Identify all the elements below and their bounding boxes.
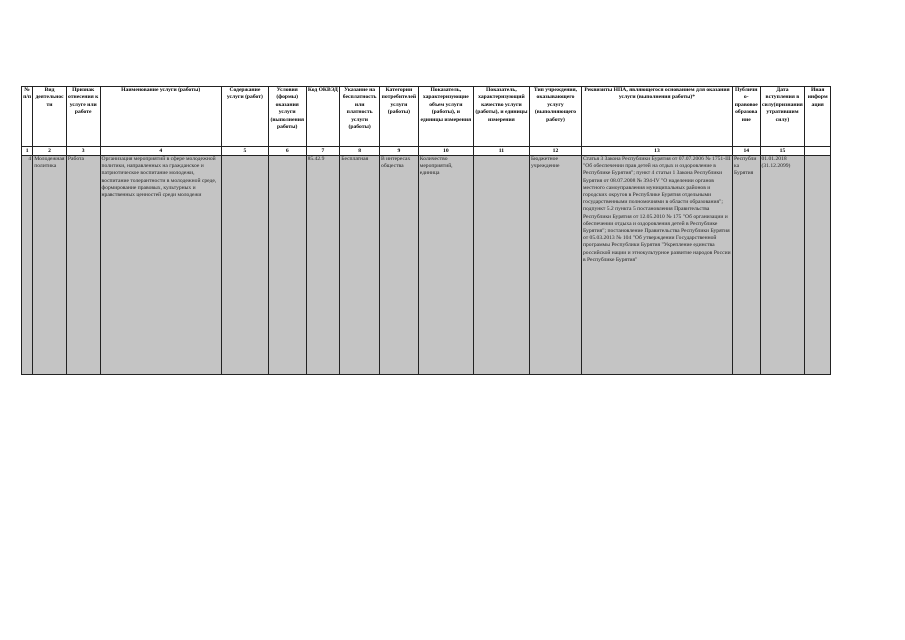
table-row [22, 156, 831, 375]
column-number [805, 147, 831, 156]
column-number: 7 [306, 147, 340, 156]
column-number: 6 [268, 147, 306, 156]
column-number: 3 [66, 147, 100, 156]
column-number-row [22, 147, 831, 156]
header-cell-volume: Показатель, характеризующие объем услуги (работы), и единицы измерения [418, 87, 473, 147]
cell-inst-type: Бюджетное учреждение [529, 156, 581, 375]
cell-npp: 4 [22, 156, 33, 375]
column-number: 13 [581, 147, 732, 156]
cell-quality [473, 156, 529, 375]
header-row [22, 87, 831, 147]
cell-consumers: В интересах общества [380, 156, 419, 375]
cell-entity: Республика Бурятия [732, 156, 760, 375]
header-cell-pay: Указание на бесплатность или платность услуги (работы) [340, 87, 380, 147]
header-cell-conditions: Условия (формы) оказания услуги (выполнения работы) [268, 87, 306, 147]
header-cell-inst-type: Тип учреждения, оказывающего услугу (выполняющего работу) [529, 87, 581, 147]
column-number: 11 [473, 147, 529, 156]
cell-conditions [268, 156, 306, 375]
cell-date: 01.01.2018 (31.12.2099) [760, 156, 805, 375]
header-cell-quality: Показатель, характеризующий качество услуги (работы), и единицы измерения [473, 87, 529, 147]
header-cell-activity: Вид деятельности [33, 87, 67, 147]
column-number: 14 [732, 147, 760, 156]
cell-volume: Количество мероприятий, единица [418, 156, 473, 375]
header-cell-npa: Реквизиты НПА, являющегося основанием для оказания услуги (выполнения работы)* [581, 87, 732, 147]
cell-okved: 85.42.9 [306, 156, 340, 375]
header-cell-okved: Код ОКВЭД [306, 87, 340, 147]
column-number: 10 [418, 147, 473, 156]
column-number: 15 [760, 147, 805, 156]
services-registry-table [21, 86, 831, 375]
cell-activity: Молодежная политика [33, 156, 67, 375]
cell-sign: Работа [66, 156, 100, 375]
cell-pay: Бесплатная [340, 156, 380, 375]
header-cell-consumers: Категории потребителей услуги (работы) [380, 87, 419, 147]
header-cell-date: Дата вступления в силу(признания утратившим силу) [760, 87, 805, 147]
header-cell-entity: Публично-правовое образование [732, 87, 760, 147]
header-cell-name: Наименование услуги (работы) [100, 87, 221, 147]
cell-npa: Статья 3 Закона Республики Бурятия от 07.07.2006 № 1751-III "Об обеспечении прав детей на отдых и оздоровление в Республике Бурятия"; пункт 4 статьи 1 Закона Республики Бурятия от 08.07.2008 № 394-IV "О наделении органов местного самоуправления муниципальных районов и городских округов в Республике Бурятия отдельными государственными полномочиями в области образования"; подпункт 5.2 пункта 5 постановления Правительства Республики Бурятия от 12.05.2010 № 175 "Об организации и обеспечении отдыха и оздоровления детей в Республике Бурятия"; постановление Правительства Республики Бурятия от 05.03.2013 № 104 "Об утверждении Государственной программы Республики Бурятия "Укрепление единства российской нации и этнокультурное развитие народов России в Республике Бурятия" [581, 156, 732, 375]
column-number: 5 [221, 147, 268, 156]
header-cell-other: Иная информация [805, 87, 831, 147]
cell-name: Организация мероприятий в сфере молодежной политики, направленных на гражданское и патриотическое воспитание молодежи, воспитание толерантности в молодежной среде, формирование правовых, культурных и нравственных ценностей среди молодежи [100, 156, 221, 375]
column-number: 4 [100, 147, 221, 156]
column-number: 9 [380, 147, 419, 156]
column-number: 2 [33, 147, 67, 156]
column-number: 12 [529, 147, 581, 156]
header-cell-sign: Признак отнесения к услуге или работе [66, 87, 100, 147]
column-number: 1 [22, 147, 33, 156]
header-cell-content: Содержание услуги (работ) [221, 87, 268, 147]
column-number: 8 [340, 147, 380, 156]
cell-content [221, 156, 268, 375]
header-cell-npp: № п/п [22, 87, 33, 147]
cell-other [805, 156, 831, 375]
